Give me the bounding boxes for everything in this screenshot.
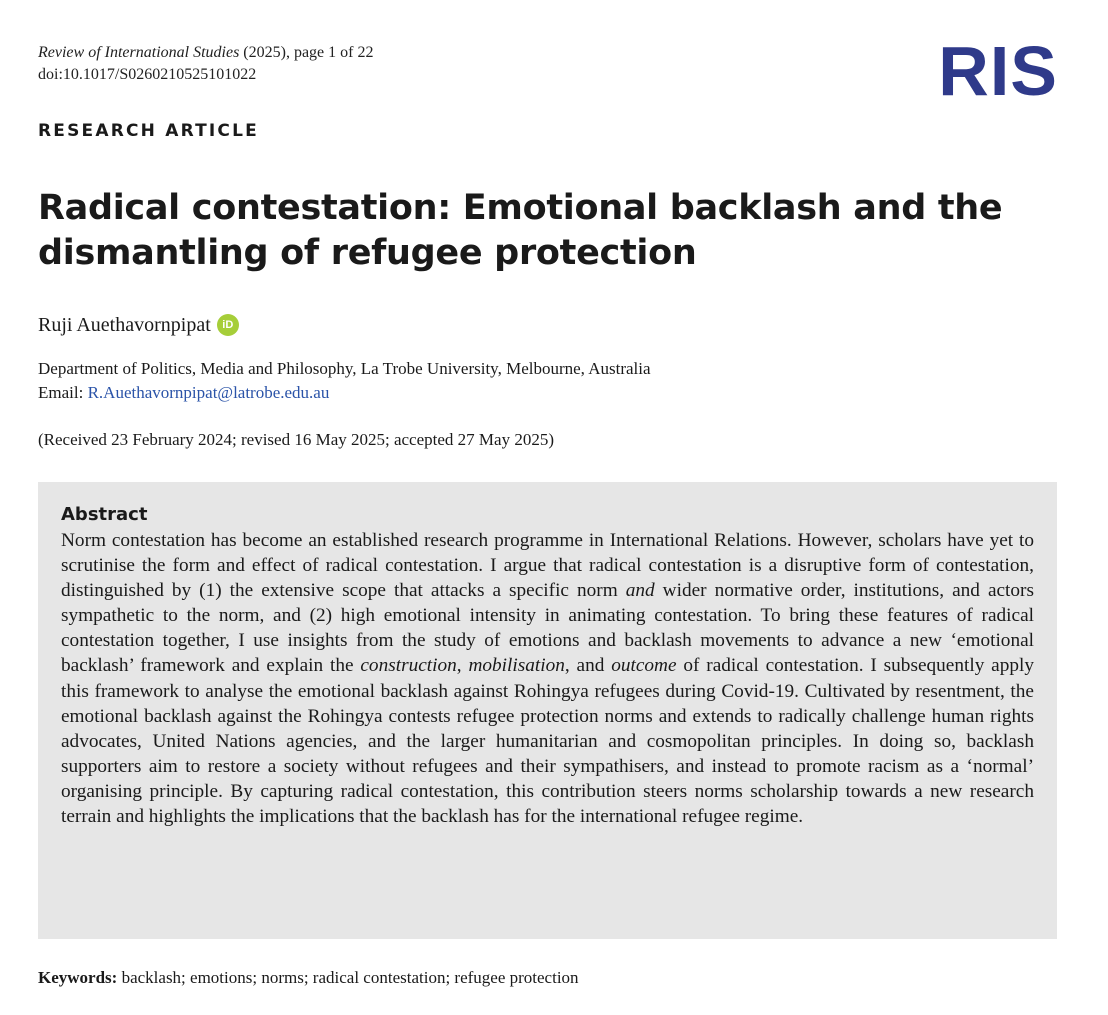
- article-type: RESEARCH ARTICLE: [38, 121, 259, 141]
- keywords-text: backlash; emotions; norms; radical contestation; refugee protection: [121, 968, 579, 987]
- journal-name[interactable]: Review of International Studies: [38, 44, 240, 61]
- abstract-conjunction: , and: [564, 655, 612, 677]
- abstract-emphasis-mobilisation: mobilisation: [468, 655, 565, 677]
- keywords-label: Keywords:: [38, 968, 118, 987]
- journal-info: [38, 42, 373, 64]
- abstract-separator: ,: [456, 655, 469, 677]
- abstract-sentence-3: of radical contestation. I subsequently apply this framework to analyse the emotional backlash against Rohingya refugees during Covid-19. Cultivated by resentment, the emotional backlash against the Rohingya contests refugee protection norms and extends to radically challenge human rights advocates, United Nations agencies, and the larger humanitarian and cosmopolitan principles. In doing so, backlash supporters aim to restore a society without refugees and their sympathisers, and instead to promote racism as a ‘normal’ organising principle. By capturing radical contestation, this contribution steers norms scholarship towards a new research terrain and highlights the implications that the backlash has for the international refugee regime.: [61, 655, 1035, 828]
- abstract-emphasis-construction: construction: [360, 655, 457, 677]
- affiliation: Department of Politics, Media and Philosophy, La Trobe University, Melbourne, Australia: [38, 359, 651, 378]
- author-name[interactable]: Ruji Auethavornpipat: [38, 314, 211, 336]
- email-line: [38, 381, 651, 405]
- journal-meta: (2025), page 1 of 22: [243, 44, 374, 61]
- abstract-emphasis-and: and: [625, 580, 655, 602]
- journal-logo[interactable]: RIS: [938, 32, 1058, 110]
- abstract-box: [38, 482, 1057, 939]
- received-dates: (Received 23 February 2024; revised 16 May 2025; accepted 27 May 2025): [38, 430, 554, 449]
- article-title: Radical contestation: Emotional backlash and the dismantling of refugee protection: [38, 188, 1003, 273]
- author-affiliation-block: [38, 357, 651, 405]
- abstract-heading: Abstract: [61, 504, 148, 525]
- journal-citation: [38, 42, 373, 86]
- abstract-sentence-1: Norm contestation has become an established research programme in International Relations. However, scholars have yet to scrutinise the form and effect of radical contestation. I argue that radical contestation is a disruptive form of contestation, distinguished by (1) the extensive scope that attacks a specific norm: [61, 530, 1034, 602]
- abstract-sentence-2: wider normative order, institutions, and actors sympathetic to the norm, and (2) high emotional intensity in animating contestation. To bring these features of radical contestation together, I use insights from the study of emotions and backlash movements to advance a new ‘emotional backlash’ framework and explain the: [61, 580, 1034, 677]
- author-line: [38, 311, 239, 339]
- doi[interactable]: doi:10.1017/S0260210525101022: [38, 66, 257, 83]
- keywords: [38, 966, 579, 990]
- email-label: Email:: [38, 383, 84, 402]
- orcid-icon[interactable]: iD: [217, 314, 239, 336]
- abstract-emphasis-outcome: outcome: [611, 655, 677, 677]
- email-link[interactable]: R.Auethavornpipat@latrobe.edu.au: [87, 383, 330, 402]
- abstract-text: [61, 528, 1034, 829]
